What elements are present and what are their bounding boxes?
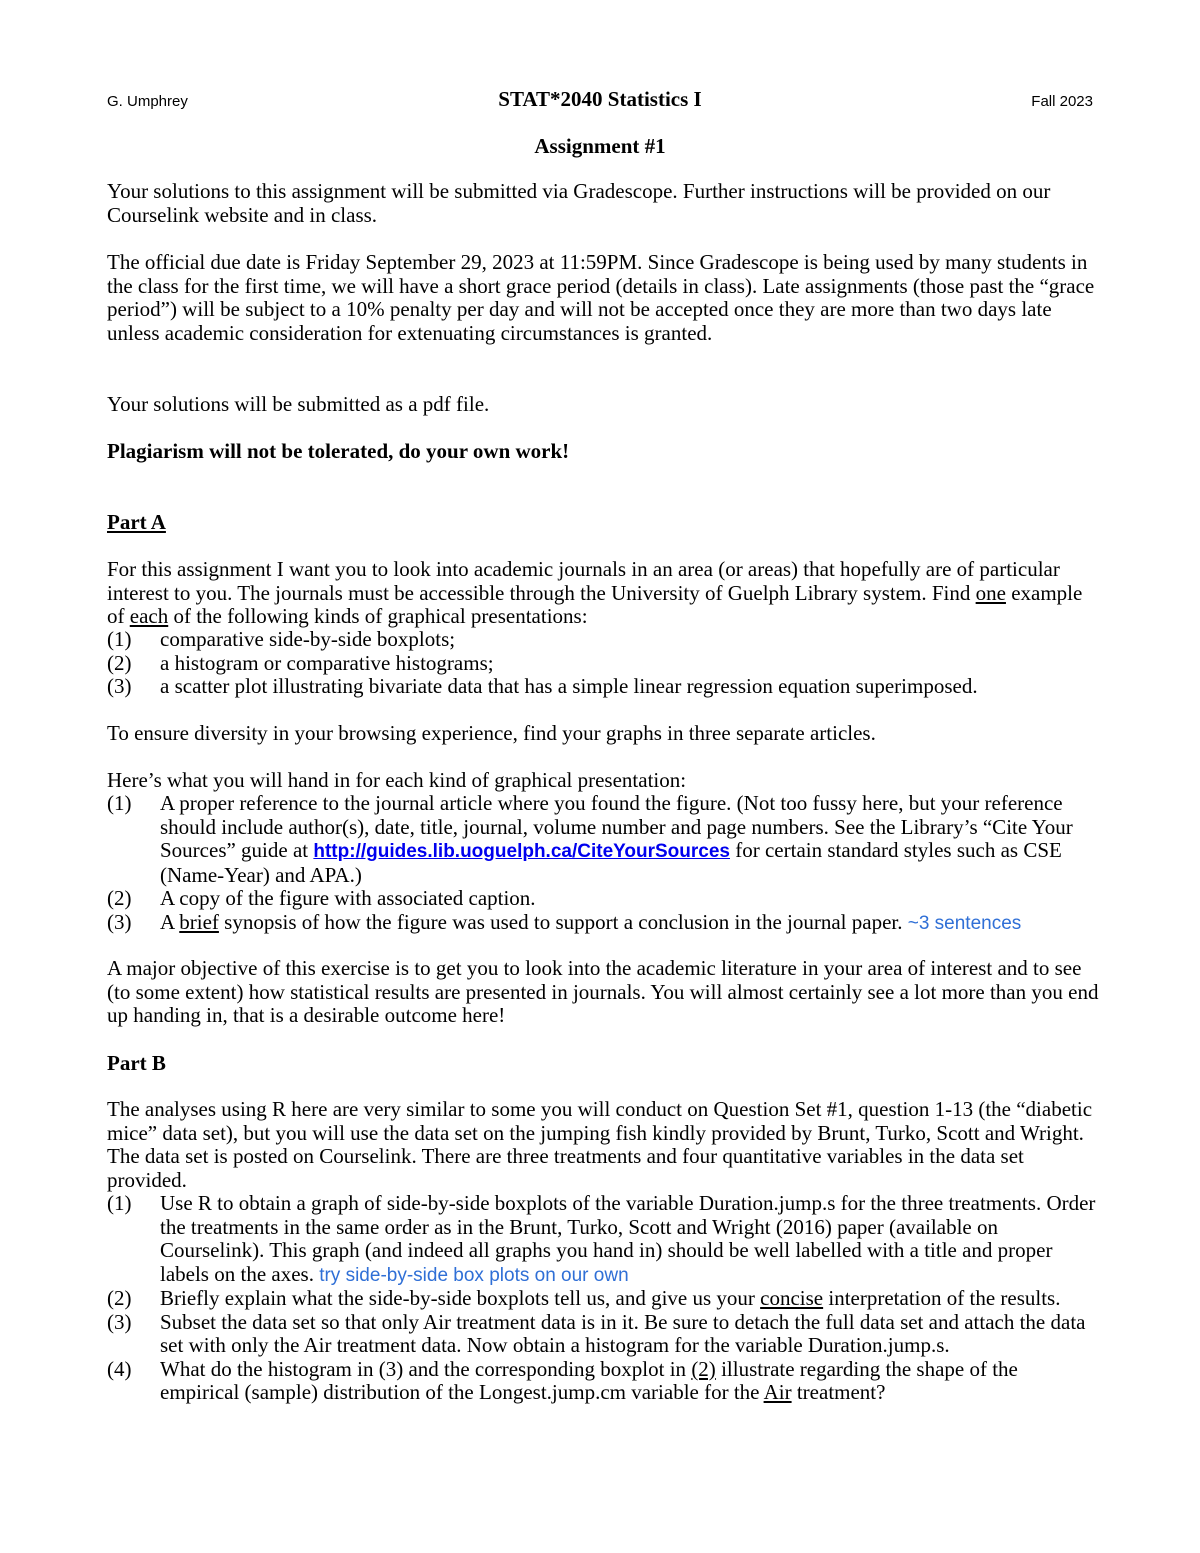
list-item xyxy=(107,1287,1102,1311)
list-item xyxy=(107,887,1102,911)
list-item-text: for certain standard styles such as CSE (Name-Year) and APA.) xyxy=(160,838,1062,887)
page-header xyxy=(107,88,1093,114)
part-b-questions xyxy=(107,1192,1102,1405)
intro-paragraph-submission: Your solutions to this assignment will be submitted via Gradescope. Further instructions will be provided on our Courselink website and in class. xyxy=(107,179,1051,227)
list-item-text: Briefly explain what the side-by-side boxplots tell us, and give us your xyxy=(160,1286,761,1310)
list-item-number: (2) xyxy=(107,886,132,910)
list-item-text: A xyxy=(160,909,180,934)
list-item-number: (2) xyxy=(107,650,132,675)
list-item-number: (1) xyxy=(107,1191,132,1215)
list-item-text: treatment? xyxy=(791,1380,886,1404)
list-item xyxy=(107,911,1102,936)
plagiarism-warning: Plagiarism will not be tolerated, do your own work! xyxy=(107,439,570,463)
list-item-number: (3) xyxy=(107,674,132,698)
air-emphasis: Air xyxy=(763,1380,792,1404)
list-item-text: synopsis of how the figure was used to support a conclusion in the journal paper. xyxy=(218,909,903,934)
list-item-number: (2) xyxy=(107,1286,132,1310)
question-reference: (2) xyxy=(691,1356,716,1381)
part-a-intro-each: each xyxy=(129,604,169,628)
part-b-intro: The analyses using R here are very similar to some you will conduct on Question Set #1, question 1-13 (the “diabetic mice” data set), but you will use the data set on the jumping fish kindly provided by Brunt, Turko, Scott and Wright. The data set is posted on Courselink. There are three treatments and four quantitative variables in the data set provided. xyxy=(107,1097,1093,1192)
list-item xyxy=(107,628,1102,652)
list-item xyxy=(107,652,1102,676)
intro-paragraph-format: Your solutions will be submitted as a pdf file. xyxy=(107,392,490,416)
list-item-text: Use R to obtain a graph of side-by-side boxplots of the variable Duration.jump.s for the three treatments. Order the treatments in the same order as in the Brunt, Turko, Scott and Wright (2016) paper (available on Courselink). This graph (and indeed all graphs you hand in) should be well labelled with a title and proper labels on the axes. xyxy=(160,1191,1096,1286)
part-a-heading: Part A xyxy=(107,510,166,534)
list-item-text: comparative side-by-side boxplots; xyxy=(160,627,456,651)
list-item-text: A copy of the figure with associated caption. xyxy=(160,886,536,910)
list-item-number: (1) xyxy=(107,791,132,815)
assignment-title: Assignment #1 xyxy=(534,134,666,158)
list-item-number: (3) xyxy=(107,909,132,934)
handwritten-annotation: try side-by-side box plots on our own xyxy=(319,1264,629,1286)
list-item-text: interpretation of the results. xyxy=(823,1286,1061,1310)
part-a-intro-text-1: For this assignment I want you to look into academic journals in an area (or areas) that hopefully are of particular interest to you. The journals must be accessible through the University of Guelph Library system. Find xyxy=(107,557,1060,605)
list-item xyxy=(107,792,1102,887)
diversity-paragraph: To ensure diversity in your browsing experience, find your graphs in three separate articles. xyxy=(107,721,876,745)
objective-paragraph: A major objective of this exercise is to get you to look into the academic literature in your area of interest and to see (to some extent) how statistical results are presented in journals. You will almost certainly see a lot more than you end up handing in, that is a desirable outcome here! xyxy=(107,956,1099,1027)
part-a-intro-text-3: of the following kinds of graphical presentations: xyxy=(168,604,588,628)
list-item-text: illustrate regarding the shape of the empirical (sample) distribution of the Longest.jump.cm variable for the xyxy=(160,1356,1018,1404)
cite-your-sources-link[interactable]: http://guides.lib.uoguelph.ca/CiteYourSources xyxy=(313,841,730,862)
part-b-heading: Part B xyxy=(107,1051,166,1075)
hand-in-intro: Here’s what you will hand in for each kind of graphical presentation: xyxy=(107,768,687,792)
list-item xyxy=(107,1192,1102,1287)
part-a-intro xyxy=(107,558,1102,629)
handwritten-annotation: ~3 sentences xyxy=(907,912,1022,934)
list-item-text: a scatter plot illustrating bivariate data that has a simple linear regression equation superimposed. xyxy=(160,674,978,698)
instructor-name: G. Umphrey xyxy=(107,93,188,110)
term-label: Fall 2023 xyxy=(1031,93,1093,110)
list-item-text: a histogram or comparative histograms; xyxy=(160,650,494,675)
concise-emphasis: concise xyxy=(760,1286,824,1310)
part-a-intro-text-2: example of xyxy=(107,580,1083,628)
hand-in-list xyxy=(107,792,1102,935)
part-a-intro-one: one xyxy=(975,580,1006,605)
list-item-text: A proper reference to the journal article where you found the figure. (Not too fussy here, but your reference should include author(s), date, title, journal, volume number and page numbers. See the Library’s “Cite Your Sources” guide at xyxy=(160,791,1073,862)
intro-paragraph-due-date: The official due date is Friday September 29, 2023 at 11:59PM. Since Gradescope is being used by many students in the class for the first time, we will have a short grace period (details in class). Late assignments (those past the “grace period”) will be subject to a 10% penalty per day and will not be accepted once they are more than two days late unless academic consideration for extenuating circumstances is granted. xyxy=(107,250,1095,345)
list-item-number: (4) xyxy=(107,1356,132,1381)
list-item-number: (3) xyxy=(107,1309,132,1334)
list-item-number: (1) xyxy=(107,627,132,651)
list-item xyxy=(107,1358,1102,1405)
list-item-text: Subset the data set so that only Air treatment data is in it. Be sure to detach the full data set and attach the data set with only the Air treatment data. Now obtain a histogram for the variable Duration.jump.s. xyxy=(160,1309,1086,1357)
brief-emphasis: brief xyxy=(179,909,219,934)
list-item xyxy=(107,1311,1102,1358)
list-item xyxy=(107,675,1102,699)
list-item-text: What do the histogram in (3) and the corresponding boxplot in xyxy=(160,1356,692,1381)
course-title: STAT*2040 Statistics I xyxy=(498,87,702,111)
graph-kinds-list xyxy=(107,628,1102,699)
